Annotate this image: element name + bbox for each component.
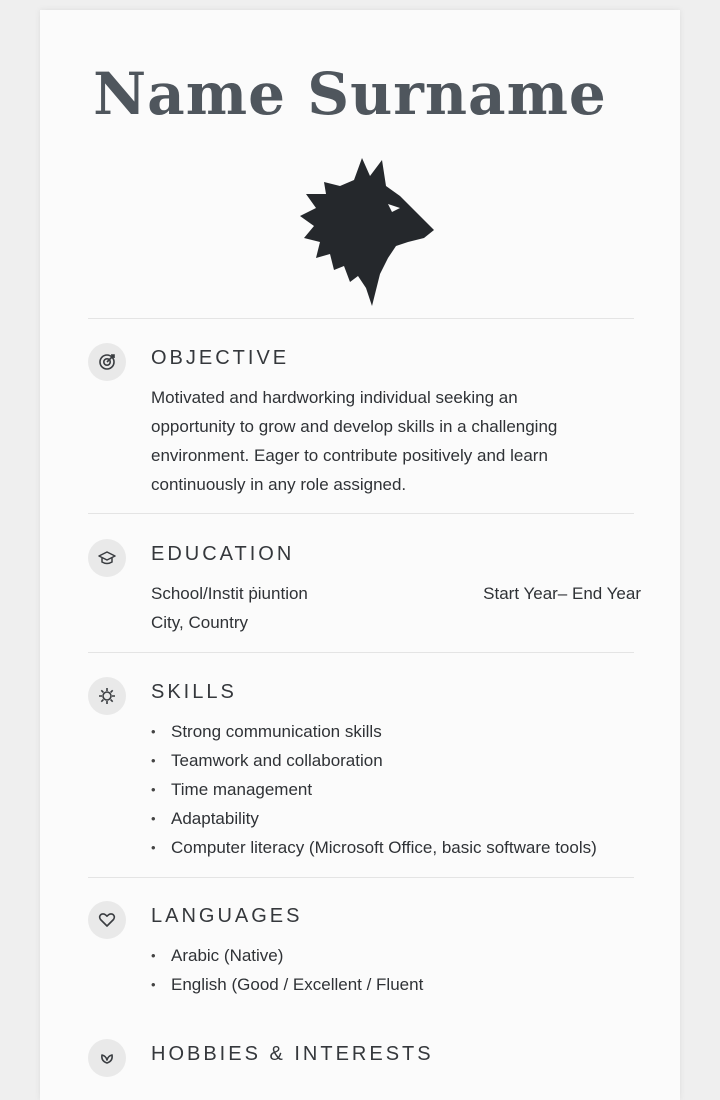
objective-section: [88, 343, 658, 503]
skills-body: [151, 717, 671, 862]
education-years: Start Year– End Year: [483, 584, 641, 603]
objective-text: [151, 383, 651, 499]
list-item: • Teamwork and collaboration: [151, 746, 671, 775]
education-title: EDUCATION: [151, 543, 295, 565]
education-school: School/Instit ṗiuntion: [151, 584, 308, 603]
divider: [88, 318, 634, 319]
list-item: • Adaptability: [151, 804, 671, 833]
list-item: • English (Good / Excellent / Fluent: [151, 970, 651, 999]
languages-list: [151, 941, 651, 999]
target-icon: [88, 343, 126, 381]
list-item: • Time management: [151, 775, 671, 804]
divider: [88, 513, 634, 514]
objective-line: Motivated and hardworking individual seeking an: [151, 388, 518, 407]
objective-title: OBJECTIVE: [151, 347, 290, 369]
candidate-name: Name Surname: [93, 60, 607, 128]
list-item: • Strong communication skills: [151, 717, 671, 746]
languages-body: [151, 941, 651, 999]
objective-line: opportunity to grow and develop skills in a challenging: [151, 417, 558, 436]
graduation-cap-icon: [88, 539, 126, 577]
education-body: [151, 579, 651, 637]
education-location: City, Country: [151, 613, 248, 632]
objective-line: continuously in any role assigned.: [151, 475, 407, 494]
hobbies-title: HOBBIES & INTERESTS: [151, 1043, 434, 1065]
divider: [88, 652, 634, 653]
languages-section: [88, 901, 658, 1011]
list-item: • Computer literacy (Microsoft Office, basic software tools): [151, 833, 671, 862]
hobbies-section: [88, 1039, 658, 1089]
hobby-icon: [88, 1039, 126, 1077]
gear-icon: [88, 677, 126, 715]
education-row: [151, 579, 641, 608]
skills-list: [151, 717, 671, 862]
divider: [88, 877, 634, 878]
skills-title: SKILLS: [151, 681, 237, 703]
languages-title: LANGUAGES: [151, 905, 303, 927]
objective-line: environment. Eager to contribute positively and learn: [151, 446, 548, 465]
education-section: [88, 539, 658, 649]
heart-icon: [88, 901, 126, 939]
list-item: • Arabic (Native): [151, 941, 651, 970]
wolf-logo-icon: [296, 150, 440, 310]
resume-page: [40, 10, 680, 1100]
skills-section: [88, 677, 658, 867]
